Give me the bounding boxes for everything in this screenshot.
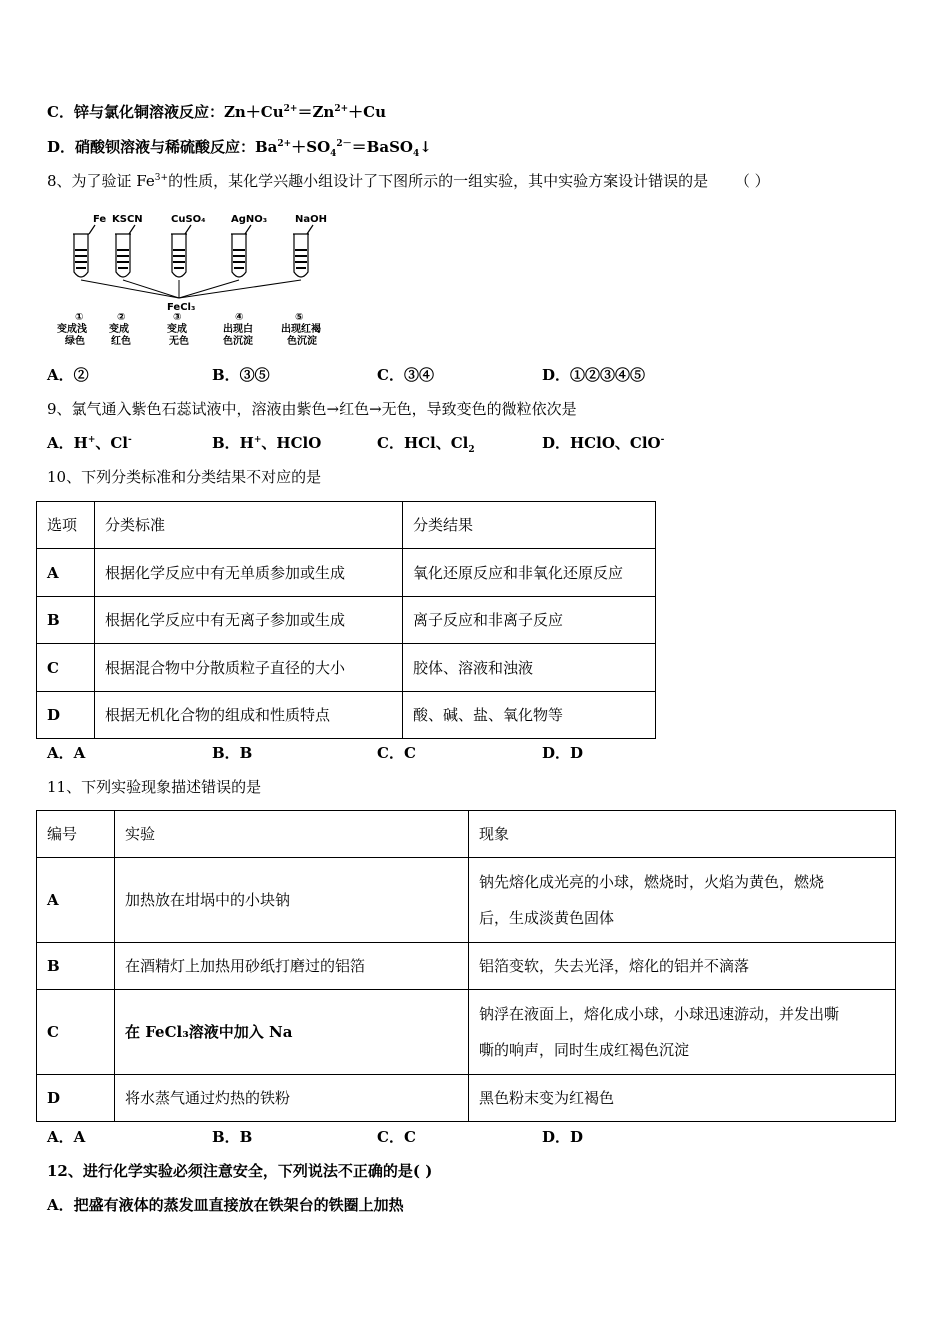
superscript: -	[128, 435, 132, 445]
cell-line: 后，生成淡黄色固体	[479, 909, 615, 927]
superscript: 2+	[334, 104, 349, 114]
table-row	[37, 990, 896, 1075]
result-number: ③	[173, 312, 182, 323]
result-number: ④	[235, 312, 244, 323]
table-row	[37, 692, 656, 739]
superscript: 2－	[336, 139, 352, 149]
superscript: +	[253, 435, 262, 445]
reagent-label: NaOH	[295, 214, 327, 225]
result-text: 色沉淀	[287, 336, 317, 347]
q11-option-b[interactable]: B．B	[212, 1128, 253, 1146]
table-cell	[469, 858, 896, 943]
table-header: 现象	[469, 811, 896, 858]
q10-option-c[interactable]: C．C	[377, 744, 416, 762]
table-cell: D	[37, 1075, 115, 1122]
q11-option-c[interactable]: C．C	[377, 1128, 416, 1146]
q8-prefix: 8、为了验证 Fe	[47, 172, 155, 190]
test-tube-2	[115, 225, 135, 277]
option-c-text: C．锌与氯化铜溶液反应：Zn＋Cu	[47, 103, 284, 121]
superscript: 2+	[277, 139, 292, 149]
table-cell: 根据化学反应中有无离子参加或生成	[95, 597, 403, 644]
q12-option-a[interactable]: A．把盛有液体的蒸发皿直接放在铁架台的铁圈上加热	[47, 1196, 404, 1214]
result-text: 无色	[169, 336, 189, 347]
table-row	[37, 549, 656, 597]
table-cell: 黑色粉末变为红褐色	[469, 1075, 896, 1122]
center-label: FeCl₃	[167, 302, 196, 313]
question-11-stem: 11、下列实验现象描述错误的是	[47, 778, 262, 796]
reagent-labels	[93, 214, 327, 225]
q8-rest: 的性质，某化学兴趣小组设计了下图所示的一组实验，其中实验方案设计错误的是	[168, 172, 709, 190]
result-text: 红色	[111, 336, 131, 347]
question-8-stem	[47, 171, 770, 191]
result-text: 出现白	[223, 324, 253, 335]
experiment-table	[36, 810, 896, 1122]
table-cell: 胶体、溶液和浊液	[403, 644, 656, 692]
table-header-row	[37, 502, 656, 549]
cell-line: 嘶的响声，同时生成红褐色沉淀	[479, 1041, 690, 1059]
q9-option-a-text: A．H	[47, 434, 88, 452]
q9-option-c[interactable]	[377, 433, 475, 453]
table-cell: 根据化学反应中有无单质参加或生成	[95, 549, 403, 597]
q9-option-b-text: B．H	[212, 434, 254, 452]
q9-option-d-text: D．HClO、ClO	[542, 434, 661, 452]
table-cell: B	[37, 597, 95, 644]
table-cell: 将水蒸气通过灼热的铁粉	[115, 1075, 469, 1122]
result-number: ②	[117, 312, 126, 323]
table-header: 分类结果	[403, 502, 656, 549]
superscript: 2+	[283, 104, 298, 114]
q9-option-b-end: 、HClO	[261, 434, 322, 452]
q9-option-b[interactable]	[212, 433, 321, 453]
subscript: 2	[468, 445, 475, 455]
q10-option-a[interactable]: A．A	[47, 744, 86, 762]
reagent-label: CuSO₄	[171, 214, 206, 225]
table-header: 实验	[115, 811, 469, 858]
result-numbers	[75, 312, 303, 323]
result-text: 色沉淀	[223, 336, 253, 347]
table-cell: 在酒精灯上加热用砂纸打磨过的铝箔	[115, 943, 469, 990]
table-row	[37, 858, 896, 943]
option-d-text: D．硝酸钡溶液与稀硫酸反应：Ba	[47, 138, 278, 156]
option-d-text-mid2: ＝BaSO	[351, 138, 413, 156]
table-header: 编号	[37, 811, 115, 858]
table-cell: A	[37, 858, 115, 943]
q8-option-c[interactable]: C．③④	[377, 366, 434, 384]
q10-option-b[interactable]: B．B	[212, 744, 253, 762]
answer-paren: （ ）	[734, 172, 770, 190]
experiment-diagram	[55, 210, 355, 350]
q11-option-d[interactable]: D．D	[542, 1128, 584, 1146]
result-text: 绿色	[65, 336, 85, 347]
connector-lines	[81, 280, 301, 298]
table-cell: D	[37, 692, 95, 739]
table-cell: 酸、碱、盐、氧化物等	[403, 692, 656, 739]
subscript: 4	[330, 149, 337, 159]
q9-option-d[interactable]	[542, 433, 664, 453]
option-c-text-mid: ＝Zn	[297, 103, 335, 121]
reagent-label: Fe	[93, 214, 107, 225]
q9-option-a-mid: 、Cl	[95, 434, 128, 452]
test-tube-3	[171, 225, 191, 277]
test-tube-5	[293, 225, 313, 277]
cell-line: 钠浮在液面上，熔化成小球，小球迅速游动，并发出嘶	[479, 1005, 840, 1023]
result-text: 出现红褐	[281, 324, 321, 335]
question-10-stem: 10、下列分类标准和分类结果不对应的是	[47, 468, 322, 486]
classification-table	[36, 501, 656, 739]
q8-option-a[interactable]: A．②	[47, 366, 89, 384]
table-row	[37, 644, 656, 692]
question-12-stem: 12、进行化学实验必须注意安全，下列说法不正确的是( )	[47, 1162, 433, 1180]
option-c-line	[47, 102, 386, 122]
table-cell	[469, 990, 896, 1075]
option-d-text-mid: ＋SO	[291, 138, 331, 156]
q9-option-c-text: C．HCl、Cl	[377, 434, 469, 452]
table-header-row	[37, 811, 896, 858]
table-cell: 氧化还原反应和非氧化还原反应	[403, 549, 656, 597]
table-cell: 加热放在坩埚中的小块钠	[115, 858, 469, 943]
test-tubes	[73, 225, 313, 277]
option-d-line	[47, 137, 432, 157]
table-row	[37, 1075, 896, 1122]
result-text: 变成	[109, 324, 129, 335]
option-d-text-end: ↓	[419, 138, 432, 156]
table-cell: 离子反应和非离子反应	[403, 597, 656, 644]
table-cell: C	[37, 644, 95, 692]
result-text-line2	[65, 334, 317, 347]
q9-option-a[interactable]	[47, 433, 132, 453]
superscript: -	[660, 435, 665, 445]
table-cell: 根据无机化合物的组成和性质特点	[95, 692, 403, 739]
result-text-line1	[57, 322, 321, 335]
q11-option-a[interactable]: A．A	[47, 1128, 86, 1146]
superscript: +	[87, 435, 96, 445]
result-number: ①	[75, 312, 84, 323]
test-tube-1	[73, 225, 95, 277]
test-tube-4	[231, 225, 251, 277]
table-cell: 根据混合物中分散质粒子直径的大小	[95, 644, 403, 692]
question-9-stem: 9、氯气通入紫色石蕊试液中，溶液由紫色→红色→无色，导致变色的微粒依次是	[47, 400, 577, 418]
table-cell: A	[37, 549, 95, 597]
table-header: 选项	[37, 502, 95, 549]
q8-option-d[interactable]: D．①②③④⑤	[542, 366, 646, 384]
table-cell: C	[37, 990, 115, 1075]
cell-line: 钠先熔化成光亮的小球，燃烧时，火焰为黄色，燃烧	[479, 873, 825, 891]
q10-option-d[interactable]: D．D	[542, 744, 584, 762]
option-c-text-end: ＋Cu	[348, 103, 386, 121]
result-text: 变成	[167, 324, 187, 335]
result-text: 变成浅	[57, 324, 87, 335]
reagent-label: AgNO₃	[231, 214, 268, 225]
table-header: 分类标准	[95, 502, 403, 549]
result-number: ⑤	[295, 312, 304, 323]
superscript: 3+	[154, 173, 169, 183]
subscript: 4	[412, 149, 420, 159]
table-cell: 铝箔变软，失去光泽，熔化的铝并不滴落	[469, 943, 896, 990]
table-row	[37, 597, 656, 644]
table-cell: B	[37, 943, 115, 990]
reagent-label: KSCN	[112, 214, 143, 225]
q8-option-b[interactable]: B．③⑤	[212, 366, 270, 384]
table-cell: 在 FeCl₃溶液中加入 Na	[115, 990, 469, 1075]
table-row	[37, 943, 896, 990]
